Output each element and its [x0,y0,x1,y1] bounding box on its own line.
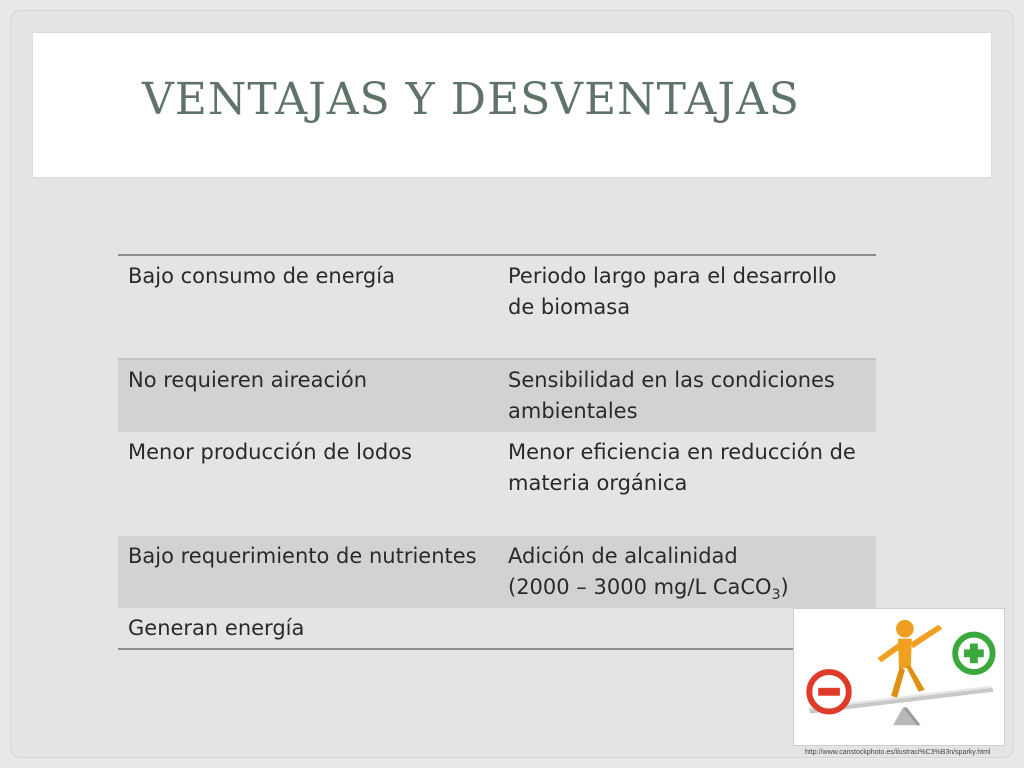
disadvantage-cell: Sensibilidad en las condiciones ambientales [508,368,835,423]
advantage-cell: Bajo requerimiento de nutrientes [128,544,477,568]
image-credit: http://www.canstockphoto.es/ilustraci%C3%B3n/sparky.html [805,749,991,756]
balance-illustration [793,608,1005,746]
disadvantage-cell: Menor eficiencia en reducción de materia orgánica [508,440,856,495]
table-row [118,608,876,648]
table-row [118,256,876,360]
disadvantage-line: (2000 – 3000 mg/L CaCO [508,575,772,599]
advantage-cell: Menor producción de lodos [128,440,412,464]
disadvantage-cell [498,536,876,608]
table-row [118,432,876,536]
disadvantage-cell: Periodo largo para el desarrollo de biomasa [508,264,837,319]
figure-head [896,620,914,638]
table-row [118,360,876,432]
close-paren: ) [780,575,789,599]
table-row [118,536,876,608]
comparison-table [118,254,876,650]
advantage-cell: Bajo consumo de energía [128,264,395,288]
balance-figure-icon [794,609,1004,745]
subscript-3: 3 [771,587,781,604]
disadvantage-line: Adición de alcalinidad [508,544,738,568]
slide-title: VENTAJAS Y DESVENTAJAS [142,74,800,125]
advantage-cell: Generan energía [128,616,305,640]
advantage-cell: No requieren aireación [128,368,367,392]
